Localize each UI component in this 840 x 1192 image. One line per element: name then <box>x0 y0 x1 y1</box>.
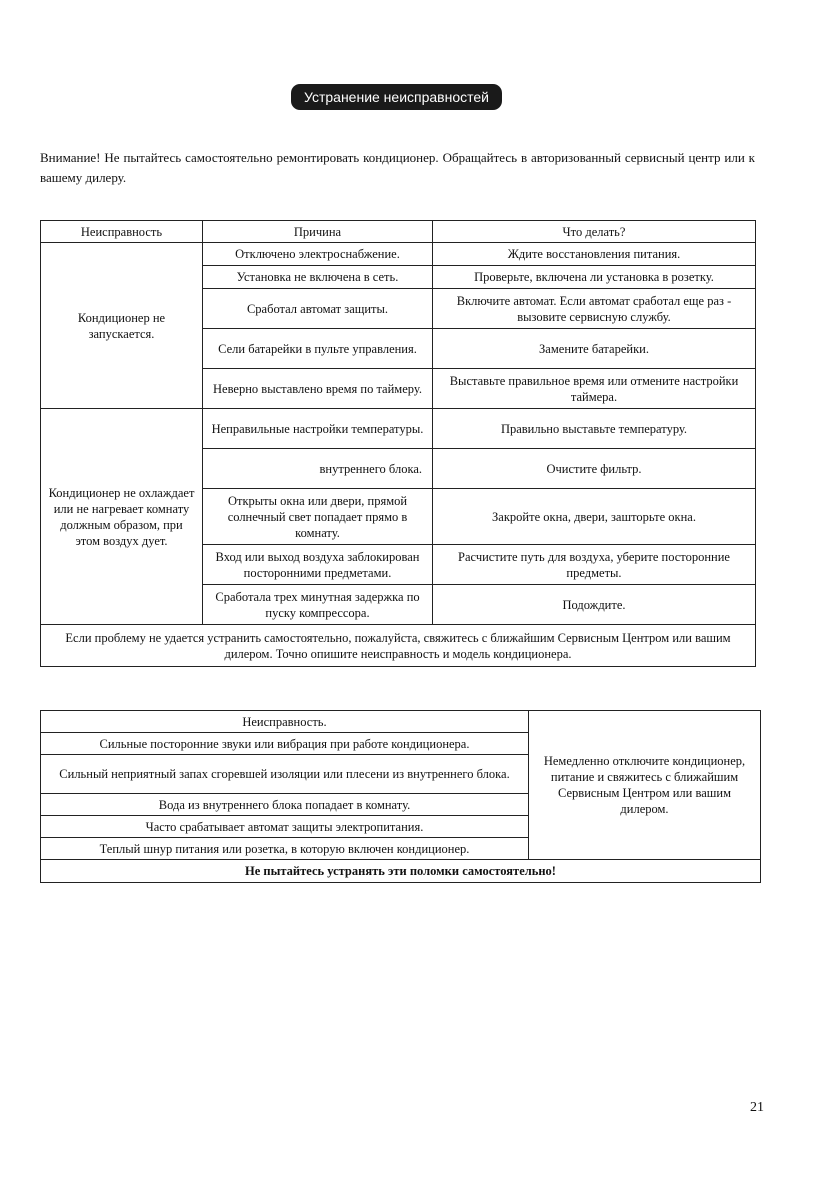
action-cell: Расчистите путь для воздуха, уберите посторонние предметы. <box>433 545 756 585</box>
table-header-row <box>41 221 756 243</box>
fault-cell: Кондиционер не запускается. <box>41 243 203 409</box>
column-header-cause: Причина <box>203 221 433 243</box>
table-footer-row <box>41 860 761 883</box>
fault-cell: Теплый шнур питания или розетка, в которую включен кондиционер. <box>41 838 529 860</box>
fault-cell: Сильный неприятный запах сгоревшей изоляции или плесени из внутреннего блока. <box>41 755 529 794</box>
serious-faults-table <box>40 710 761 883</box>
warning-text: Внимание! Не пытайтесь самостоятельно ремонтировать кондиционер. Обращайтесь в авторизованный сервисный центр или к вашему дилеру. <box>40 150 755 185</box>
table-footer-note: Если проблему не удается устранить самостоятельно, пожалуйста, свяжитесь с ближайшим Сервисным Центром или вашим дилером. Точно опишите неисправность и модель кондиционера. <box>41 625 756 667</box>
fault-cell: Кондиционер не охлаждает или не нагревает комнату должным образом, при этом воздух дует. <box>41 409 203 625</box>
cause-cell: Сработала трех минутная задержка по пуску компрессора. <box>203 585 433 625</box>
cause-cell: Вход или выход воздуха заблокирован посторонними предметами. <box>203 545 433 585</box>
cause-cell: Неверно выставлено время по таймеру. <box>203 369 433 409</box>
table-footer-row <box>41 625 756 667</box>
action-cell: Подождите. <box>433 585 756 625</box>
cause-cell: Сели батарейки в пульте управления. <box>203 329 433 369</box>
column-header-fault: Неисправность. <box>41 711 529 733</box>
action-cell: Очистите фильтр. <box>433 449 756 489</box>
cause-cell: Открыты окна или двери, прямой солнечный свет попадает прямо в комнату. <box>203 489 433 545</box>
action-cell: Включите автомат. Если автомат сработал еще раз - вызовите сервисную службу. <box>433 289 756 329</box>
table-footer-warning: Не пытайтесь устранять эти поломки самостоятельно! <box>41 860 761 883</box>
action-cell: Ждите восстановления питания. <box>433 243 756 266</box>
table-header-row <box>41 711 761 733</box>
action-cell: Закройте окна, двери, зашторьте окна. <box>433 489 756 545</box>
action-cell: Правильно выставьте температуру. <box>433 409 756 449</box>
serious-action-cell: Немедленно отключите кондиционер, питание и свяжитесь с ближайшим Сервисным Центром или вашим дилером. <box>529 711 761 860</box>
fault-cell: Вода из внутреннего блока попадает в комнату. <box>41 794 529 816</box>
troubleshooting-table <box>40 220 756 667</box>
cause-cell: Отключено электроснабжение. <box>203 243 433 266</box>
cause-cell: Неправильные настройки температуры. <box>203 409 433 449</box>
table-row <box>41 243 756 266</box>
section-title: Устранение неисправностей <box>291 84 502 110</box>
column-header-fault: Неисправность <box>41 221 203 243</box>
fault-cell: Сильные посторонние звуки или вибрация при работе кондиционера. <box>41 733 529 755</box>
action-cell: Замените батарейки. <box>433 329 756 369</box>
page-number: 21 <box>750 1100 764 1115</box>
fault-cell: Часто срабатывает автомат защиты электропитания. <box>41 816 529 838</box>
column-header-action: Что делать? <box>433 221 756 243</box>
action-cell: Выставьте правильное время или отмените настройки таймера. <box>433 369 756 409</box>
cause-cell: Сработал автомат защиты. <box>203 289 433 329</box>
cause-cell: внутреннего блока. <box>203 449 433 489</box>
action-cell: Проверьте, включена ли установка в розетку. <box>433 266 756 289</box>
table-row <box>41 409 756 449</box>
cause-cell: Установка не включена в сеть. <box>203 266 433 289</box>
